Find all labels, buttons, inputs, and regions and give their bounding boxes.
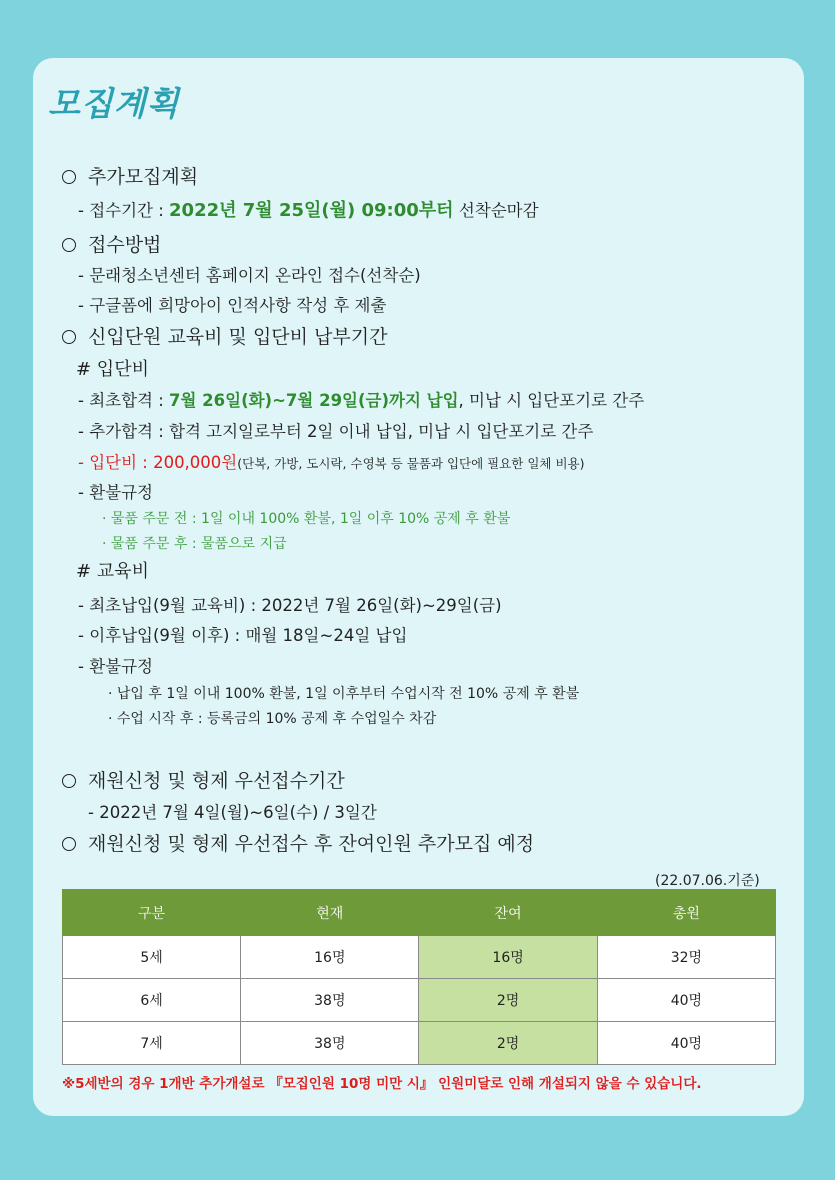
tuition-refund-rule-1: · 납입 후 1일 이내 100% 환불, 1일 이후부터 수업시작 전 10% 공제 후 환불 bbox=[108, 686, 580, 702]
capacity-table bbox=[62, 889, 776, 1065]
table-date-label: (22.07.06.기준) bbox=[655, 873, 760, 889]
footnote-warning: ※5세반의 경우 1개반 추가개설로 『모집인원 10명 미만 시』 인원미달로 인해 개설되지 않을 수 있습니다. bbox=[62, 1076, 702, 1092]
section-heading-priority: 재원신청 및 형제 우선접수기간 bbox=[62, 766, 345, 793]
tuition-refund-heading: - 환불규정 bbox=[78, 657, 153, 676]
subheading-admission-fee: # 입단비 bbox=[76, 359, 149, 380]
tuition-refund-rule-2: · 수업 시작 후 : 등록금의 10% 공제 후 수업일수 차감 bbox=[108, 711, 437, 727]
additional-pass-payment: - 추가합격 : 합격 고지일로부터 2일 이내 납입, 미납 시 입단포기로 간주 bbox=[78, 422, 594, 441]
section-heading-additional: 재원신청 및 형제 우선접수 후 잔여인원 추가모집 예정 bbox=[62, 829, 534, 856]
method-item-googleform: - 구글폼에 희망아이 인적사항 작성 후 제출 bbox=[78, 296, 387, 315]
cell-remaining: 2명 bbox=[419, 1022, 597, 1065]
priority-period: - 2022년 7월 4일(월)~6일(수) / 3일간 bbox=[88, 803, 377, 822]
circle-bullet-icon bbox=[62, 170, 76, 184]
circle-bullet-icon bbox=[62, 837, 76, 851]
table-row bbox=[63, 1022, 776, 1065]
section-heading-recruitment: 추가모집계획 bbox=[62, 162, 198, 189]
cell-total: 40명 bbox=[597, 979, 775, 1022]
tuition-later-payment: - 이후납입(9월 이후) : 매월 18일~24일 납입 bbox=[78, 626, 408, 645]
section-heading-fees: 신입단원 교육비 및 입단비 납부기간 bbox=[62, 322, 387, 349]
first-pass-payment: - 최초합격 : 7월 26일(화)~7월 29일(금)까지 납입, 미납 시 입단포기로 간주 bbox=[78, 391, 645, 410]
table-row bbox=[63, 936, 776, 979]
application-period: - 접수기간 : 2022년 7월 25일(월) 09:00부터 선착순마감 bbox=[78, 200, 539, 221]
cell-age: 7세 bbox=[63, 1022, 241, 1065]
circle-bullet-icon bbox=[62, 238, 76, 252]
cell-current: 38명 bbox=[241, 1022, 419, 1065]
circle-bullet-icon bbox=[62, 774, 76, 788]
header-remaining: 잔여 bbox=[419, 890, 597, 936]
cell-age: 6세 bbox=[63, 979, 241, 1022]
section-heading-method: 접수방법 bbox=[62, 230, 161, 257]
cell-remaining: 16명 bbox=[419, 936, 597, 979]
header-total: 총원 bbox=[597, 890, 775, 936]
cell-total: 40명 bbox=[597, 1022, 775, 1065]
tuition-first-payment: - 최초납입(9월 교육비) : 2022년 7월 26일(화)~29일(금) bbox=[78, 596, 502, 615]
subheading-tuition: # 교육비 bbox=[76, 561, 149, 582]
header-category: 구분 bbox=[63, 890, 241, 936]
refund-policy-heading: - 환불규정 bbox=[78, 483, 153, 502]
refund-before-order: · 물품 주문 전 : 1일 이내 100% 환불, 1일 이후 10% 공제 후 환불 bbox=[102, 511, 511, 527]
cell-age: 5세 bbox=[63, 936, 241, 979]
header-current: 현재 bbox=[241, 890, 419, 936]
cell-total: 32명 bbox=[597, 936, 775, 979]
table-row bbox=[63, 979, 776, 1022]
refund-after-order: · 물품 주문 후 : 물품으로 지급 bbox=[102, 536, 287, 552]
page-title: 모집계획 bbox=[48, 84, 180, 123]
admission-fee-amount: - 입단비 : 200,000원(단복, 가방, 도시락, 수영복 등 물품과 입단에 필요한 일체 비용) bbox=[78, 453, 585, 472]
cell-current: 16명 bbox=[241, 936, 419, 979]
circle-bullet-icon bbox=[62, 330, 76, 344]
method-item-online: - 문래청소년센터 홈페이지 온라인 접수(선착순) bbox=[78, 266, 421, 285]
cell-remaining: 2명 bbox=[419, 979, 597, 1022]
cell-current: 38명 bbox=[241, 979, 419, 1022]
table-header-row bbox=[63, 890, 776, 936]
